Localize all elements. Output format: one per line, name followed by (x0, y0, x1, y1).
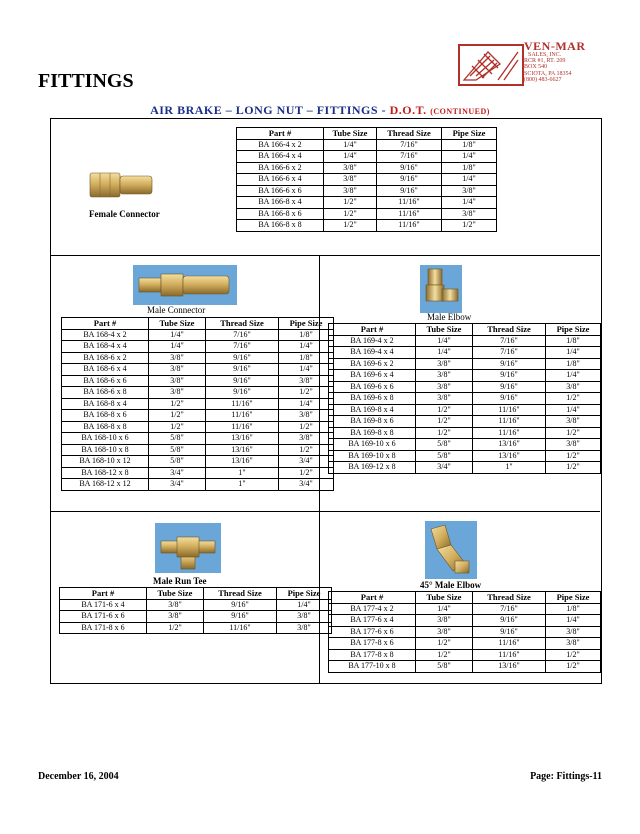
column-header: Tube Size (416, 592, 473, 604)
part-number-cell: BA 168-8 x 6 (62, 410, 149, 422)
table-row (237, 162, 497, 174)
column-header: Part # (60, 588, 147, 600)
part-number-cell: BA 168-6 x 8 (62, 387, 149, 399)
size-cell: 5/8" (149, 433, 206, 445)
size-cell: 3/8" (147, 611, 204, 623)
size-cell: 5/8" (149, 456, 206, 468)
size-cell: 1/4" (149, 341, 206, 353)
column-header: Tube Size (149, 318, 206, 330)
table-row (329, 626, 601, 638)
size-cell: 13/16" (473, 450, 546, 462)
ven-mar-logo (458, 40, 598, 86)
size-cell: 3/8" (147, 599, 204, 611)
size-cell: 1/2" (279, 467, 334, 479)
subtitle-dot: D.O.T. (389, 103, 427, 117)
size-cell: 1/2" (416, 427, 473, 439)
size-cell: 7/16" (377, 151, 442, 163)
logo-line: SCIOTA, PA 18354 (524, 70, 572, 77)
size-cell: 1/2" (149, 421, 206, 433)
size-cell: 11/16" (473, 649, 546, 661)
male-elbow-45-caption: 45° Male Elbow (420, 580, 482, 590)
size-cell: 1/8" (546, 603, 601, 615)
part-number-cell: BA 166-8 x 6 (237, 208, 324, 220)
column-header: Pipe Size (277, 588, 332, 600)
table-row (329, 393, 601, 405)
size-cell: 9/16" (206, 387, 279, 399)
size-cell: 13/16" (206, 444, 279, 456)
size-cell: 1/2" (279, 421, 334, 433)
size-cell: 3/8" (546, 381, 601, 393)
part-number-cell: BA 177-10 x 8 (329, 661, 416, 673)
size-cell: 11/16" (377, 197, 442, 209)
footer-date: December 16, 2004 (38, 771, 119, 782)
size-cell: 1/8" (279, 329, 334, 341)
table-row (62, 341, 334, 353)
size-cell: 1/2" (279, 387, 334, 399)
size-cell: 1/4" (416, 335, 473, 347)
table-row (62, 352, 334, 364)
table-row (237, 197, 497, 209)
male-connector-caption: Male Connector (147, 305, 206, 315)
size-cell: 3/4" (416, 462, 473, 474)
size-cell: 9/16" (204, 611, 277, 623)
size-cell: 7/16" (473, 603, 546, 615)
table-row (329, 450, 601, 462)
size-cell: 3/8" (416, 393, 473, 405)
size-cell: 1/4" (546, 347, 601, 359)
size-cell: 3/4" (279, 479, 334, 491)
part-number-cell: BA 177-6 x 6 (329, 626, 416, 638)
table-row (237, 139, 497, 151)
table-row (329, 638, 601, 650)
size-cell: 1/2" (324, 197, 377, 209)
table-header-row (237, 128, 497, 140)
column-header: Pipe Size (546, 324, 601, 336)
size-cell: 1/8" (279, 352, 334, 364)
part-number-cell: BA 169-6 x 8 (329, 393, 416, 405)
size-cell: 3/8" (277, 622, 332, 634)
size-cell: 9/16" (473, 370, 546, 382)
size-cell: 1/2" (546, 649, 601, 661)
size-cell: 3/8" (149, 387, 206, 399)
size-cell: 1/8" (546, 335, 601, 347)
size-cell: 3/8" (442, 208, 497, 220)
size-cell: 1/2" (147, 622, 204, 634)
size-cell: 1/2" (546, 661, 601, 673)
part-number-cell: BA 168-6 x 6 (62, 375, 149, 387)
size-cell: 11/16" (206, 410, 279, 422)
table-row (60, 622, 332, 634)
size-cell: 9/16" (377, 185, 442, 197)
table-row (329, 427, 601, 439)
size-cell: 7/16" (377, 139, 442, 151)
table-row (62, 375, 334, 387)
part-number-cell: BA 166-4 x 2 (237, 139, 324, 151)
subtitle-main: AIR BRAKE – LONG NUT – FITTINGS - (150, 103, 390, 117)
size-cell: 5/8" (416, 439, 473, 451)
size-cell: 9/16" (206, 352, 279, 364)
table-row (237, 208, 497, 220)
part-number-cell: BA 177-8 x 8 (329, 649, 416, 661)
part-number-cell: BA 177-4 x 2 (329, 603, 416, 615)
part-number-cell: BA 168-12 x 12 (62, 479, 149, 491)
column-header: Thread Size (473, 324, 546, 336)
logo-line: SALES, INC. (528, 52, 562, 58)
table-row (62, 433, 334, 445)
table-row (329, 358, 601, 370)
size-cell: 3/8" (324, 185, 377, 197)
size-cell: 1/8" (546, 358, 601, 370)
column-header: Thread Size (206, 318, 279, 330)
logo-line: BOX 540 (524, 64, 548, 71)
size-cell: 1/2" (416, 638, 473, 650)
size-cell: 1/4" (546, 404, 601, 416)
part-number-cell: BA 168-8 x 8 (62, 421, 149, 433)
size-cell: 9/16" (473, 626, 546, 638)
male-run-tee-table (59, 587, 332, 634)
part-number-cell: BA 168-10 x 8 (62, 444, 149, 456)
size-cell: 1/2" (546, 462, 601, 474)
column-header: Part # (329, 324, 416, 336)
size-cell: 1/2" (416, 416, 473, 428)
size-cell: 1" (206, 479, 279, 491)
table-row (62, 444, 334, 456)
size-cell: 3/8" (442, 185, 497, 197)
size-cell: 3/8" (546, 416, 601, 428)
table-row (329, 649, 601, 661)
size-cell: 11/16" (473, 427, 546, 439)
size-cell: 3/8" (324, 162, 377, 174)
table-row (237, 174, 497, 186)
size-cell: 1/4" (279, 364, 334, 376)
size-cell: 5/8" (416, 661, 473, 673)
logo-line: RCR #1, RT. 209 (524, 58, 566, 65)
part-number-cell: BA 169-8 x 4 (329, 404, 416, 416)
footer-page: Page: Fittings-11 (530, 771, 602, 782)
column-header: Tube Size (324, 128, 377, 140)
size-cell: 11/16" (206, 398, 279, 410)
size-cell: 3/4" (279, 456, 334, 468)
table-row (329, 370, 601, 382)
table-row (62, 387, 334, 399)
size-cell: 1/2" (149, 410, 206, 422)
table-row (60, 611, 332, 623)
size-cell: 1/4" (546, 615, 601, 627)
male-connector-table (61, 317, 334, 491)
part-number-cell: BA 169-10 x 6 (329, 439, 416, 451)
logo-emblem-icon (458, 44, 524, 86)
size-cell: 7/16" (206, 329, 279, 341)
part-number-cell: BA 168-10 x 12 (62, 456, 149, 468)
column-header: Part # (62, 318, 149, 330)
size-cell: 1/8" (442, 162, 497, 174)
part-number-cell: BA 177-6 x 4 (329, 615, 416, 627)
table-row (60, 599, 332, 611)
male-elbow-table (328, 323, 601, 474)
table-row (329, 615, 601, 627)
size-cell: 1/2" (416, 404, 473, 416)
size-cell: 1/2" (546, 393, 601, 405)
size-cell: 13/16" (206, 433, 279, 445)
part-number-cell: BA 171-8 x 6 (60, 622, 147, 634)
table-row (62, 456, 334, 468)
column-header: Pipe Size (442, 128, 497, 140)
logo-name: VEN-MAR (524, 39, 586, 53)
table-row (329, 462, 601, 474)
size-cell: 3/8" (149, 364, 206, 376)
size-cell: 3/8" (416, 626, 473, 638)
size-cell: 3/8" (277, 611, 332, 623)
part-number-cell: BA 169-8 x 6 (329, 416, 416, 428)
part-number-cell: BA 169-8 x 8 (329, 427, 416, 439)
part-number-cell: BA 166-8 x 4 (237, 197, 324, 209)
table-row (62, 467, 334, 479)
table-row (62, 410, 334, 422)
size-cell: 1" (473, 462, 546, 474)
female-connector-caption: Female Connector (89, 209, 160, 219)
column-header: Pipe Size (279, 318, 334, 330)
part-number-cell: BA 166-6 x 2 (237, 162, 324, 174)
size-cell: 7/16" (473, 347, 546, 359)
table-header-row (60, 588, 332, 600)
part-number-cell: BA 177-8 x 6 (329, 638, 416, 650)
part-number-cell: BA 168-4 x 2 (62, 329, 149, 341)
size-cell: 3/8" (546, 638, 601, 650)
size-cell: 1/2" (546, 427, 601, 439)
table-row (62, 364, 334, 376)
page-title: FITTINGS (38, 70, 134, 92)
column-header: Thread Size (473, 592, 546, 604)
part-number-cell: BA 166-6 x 4 (237, 174, 324, 186)
table-row (62, 329, 334, 341)
size-cell: 11/16" (473, 638, 546, 650)
size-cell: 1/4" (416, 603, 473, 615)
column-header: Thread Size (377, 128, 442, 140)
male-run-tee-caption: Male Run Tee (153, 576, 207, 586)
table-row (329, 661, 601, 673)
part-number-cell: BA 168-6 x 2 (62, 352, 149, 364)
size-cell: 5/8" (149, 444, 206, 456)
size-cell: 9/16" (473, 381, 546, 393)
column-header: Thread Size (204, 588, 277, 600)
table-row (329, 347, 601, 359)
part-number-cell: BA 166-8 x 8 (237, 220, 324, 232)
part-number-cell: BA 169-4 x 2 (329, 335, 416, 347)
size-cell: 9/16" (206, 364, 279, 376)
table-row (329, 439, 601, 451)
size-cell: 3/4" (149, 467, 206, 479)
size-cell: 1/4" (279, 341, 334, 353)
size-cell: 1/2" (149, 398, 206, 410)
male-connector-image (133, 265, 237, 310)
male-elbow-image (420, 265, 462, 318)
fittings-frame (50, 118, 602, 684)
size-cell: 9/16" (204, 599, 277, 611)
table-row (237, 220, 497, 232)
size-cell: 13/16" (473, 661, 546, 673)
column-header: Part # (329, 592, 416, 604)
table-row (329, 335, 601, 347)
table-row (329, 603, 601, 615)
size-cell: 1/2" (442, 220, 497, 232)
size-cell: 3/8" (324, 174, 377, 186)
size-cell: 1/4" (546, 370, 601, 382)
size-cell: 1/2" (416, 649, 473, 661)
column-header: Tube Size (147, 588, 204, 600)
table-row (62, 421, 334, 433)
size-cell: 11/16" (204, 622, 277, 634)
male-elbow-caption: Male Elbow (427, 312, 472, 322)
logo-line: (800) 483-6627 (524, 76, 562, 83)
table-header-row (329, 324, 601, 336)
part-number-cell: BA 168-6 x 4 (62, 364, 149, 376)
part-number-cell: BA 166-6 x 6 (237, 185, 324, 197)
size-cell: 3/8" (279, 410, 334, 422)
size-cell: 9/16" (377, 174, 442, 186)
table-row (329, 416, 601, 428)
part-number-cell: BA 168-10 x 6 (62, 433, 149, 445)
size-cell: 1/4" (442, 174, 497, 186)
female-connector-image (88, 169, 156, 206)
size-cell: 13/16" (206, 456, 279, 468)
subtitle-continued: (CONTINUED) (430, 107, 490, 116)
size-cell: 11/16" (377, 220, 442, 232)
size-cell: 1/4" (149, 329, 206, 341)
size-cell: 7/16" (473, 335, 546, 347)
female-connector-table (236, 127, 497, 232)
size-cell: 11/16" (206, 421, 279, 433)
table-header-row (62, 318, 334, 330)
size-cell: 1/2" (324, 220, 377, 232)
size-cell: 9/16" (473, 615, 546, 627)
part-number-cell: BA 169-6 x 6 (329, 381, 416, 393)
part-number-cell: BA 166-4 x 4 (237, 151, 324, 163)
part-number-cell: BA 169-6 x 4 (329, 370, 416, 382)
size-cell: 1/4" (324, 139, 377, 151)
male-run-tee-image (155, 523, 221, 578)
part-number-cell: BA 171-6 x 6 (60, 611, 147, 623)
male-elbow-45-image (425, 521, 477, 584)
table-row (329, 381, 601, 393)
size-cell: 3/8" (149, 375, 206, 387)
size-cell: 9/16" (206, 375, 279, 387)
size-cell: 11/16" (377, 208, 442, 220)
size-cell: 1/4" (442, 197, 497, 209)
size-cell: 1/2" (324, 208, 377, 220)
table-row (237, 185, 497, 197)
size-cell: 1/8" (442, 139, 497, 151)
size-cell: 11/16" (473, 404, 546, 416)
size-cell: 1/4" (416, 347, 473, 359)
size-cell: 11/16" (473, 416, 546, 428)
part-number-cell: BA 169-10 x 8 (329, 450, 416, 462)
size-cell: 1/4" (277, 599, 332, 611)
size-cell: 1/2" (546, 450, 601, 462)
size-cell: 1/2" (279, 444, 334, 456)
size-cell: 3/4" (149, 479, 206, 491)
size-cell: 3/8" (279, 433, 334, 445)
frame-divider (51, 511, 600, 512)
table-row (62, 479, 334, 491)
frame-divider (51, 255, 600, 256)
size-cell: 9/16" (473, 358, 546, 370)
part-number-cell: BA 169-6 x 2 (329, 358, 416, 370)
size-cell: 9/16" (473, 393, 546, 405)
table-row (62, 398, 334, 410)
part-number-cell: BA 169-4 x 4 (329, 347, 416, 359)
size-cell: 1/4" (279, 398, 334, 410)
column-header: Pipe Size (546, 592, 601, 604)
size-cell: 5/8" (416, 450, 473, 462)
table-row (237, 151, 497, 163)
table-header-row (329, 592, 601, 604)
size-cell: 3/8" (416, 358, 473, 370)
size-cell: 3/8" (546, 439, 601, 451)
size-cell: 3/8" (546, 626, 601, 638)
part-number-cell: BA 171-6 x 4 (60, 599, 147, 611)
size-cell: 1" (206, 467, 279, 479)
size-cell: 7/16" (206, 341, 279, 353)
size-cell: 3/8" (149, 352, 206, 364)
part-number-cell: BA 168-4 x 4 (62, 341, 149, 353)
size-cell: 13/16" (473, 439, 546, 451)
part-number-cell: BA 168-12 x 8 (62, 467, 149, 479)
size-cell: 3/8" (416, 615, 473, 627)
size-cell: 1/4" (442, 151, 497, 163)
column-header: Part # (237, 128, 324, 140)
size-cell: 1/4" (324, 151, 377, 163)
part-number-cell: BA 169-12 x 8 (329, 462, 416, 474)
section-subtitle (0, 103, 640, 118)
size-cell: 3/8" (279, 375, 334, 387)
size-cell: 3/8" (416, 381, 473, 393)
table-row (329, 404, 601, 416)
size-cell: 3/8" (416, 370, 473, 382)
part-number-cell: BA 168-8 x 4 (62, 398, 149, 410)
size-cell: 9/16" (377, 162, 442, 174)
male-elbow-45-table (328, 591, 601, 673)
column-header: Tube Size (416, 324, 473, 336)
